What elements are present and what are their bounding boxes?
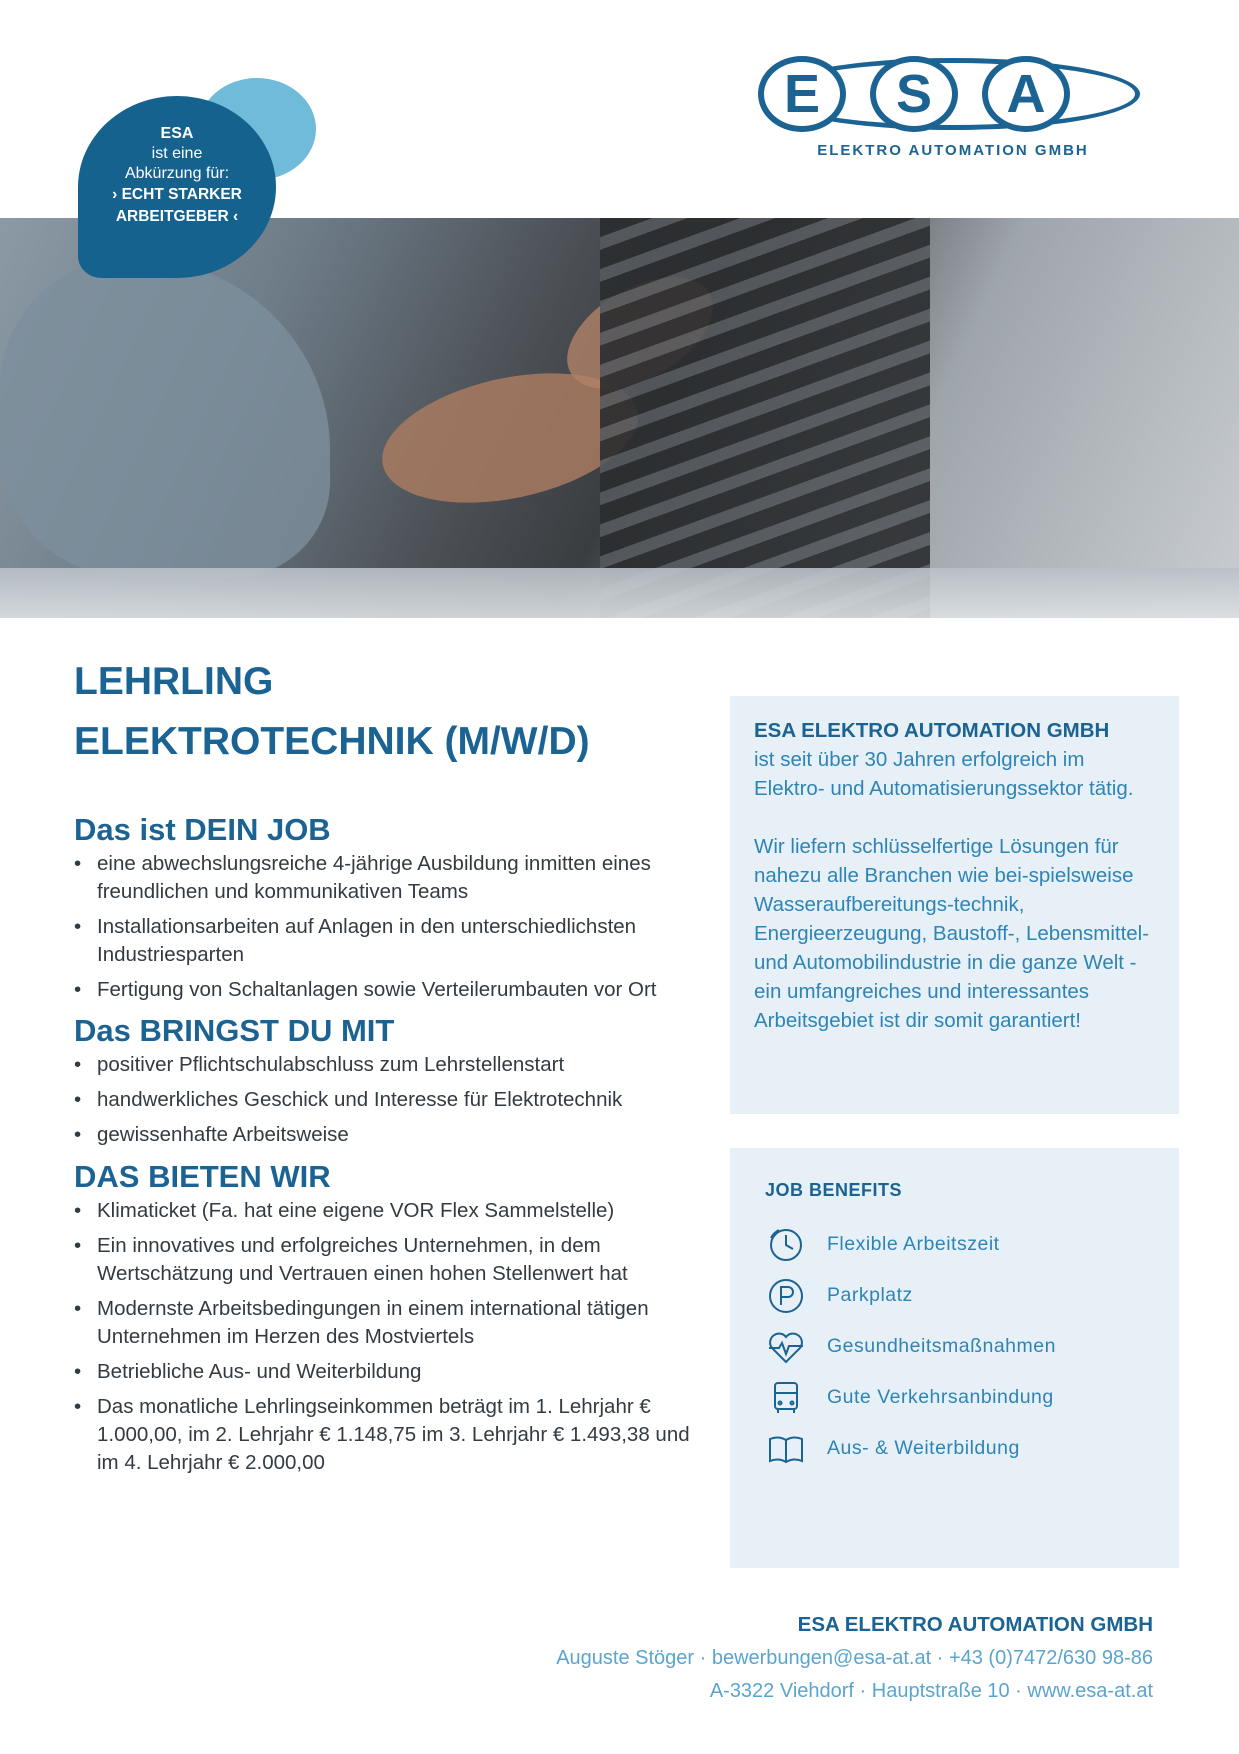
list-item: • Ein innovatives und erfolgreiches Unternehmen, in dem Wertschätzung und Vertrauen einen hohen Stellenwert hat [74,1232,714,1288]
company-info-para-2: Wir liefern schlüsselfertige Lösungen für nahezu alle Branchen wie bei-spielsweise Wasseraufbereitungs-technik, Energieerzeugung, Baustoff-, Lebensmittel- und Automobilindustrie in die ganze Welt - ein umfangreiches und interessantes Arbeitsgebiet ist dir somit garantiert! [754,835,1150,1032]
requirements-list [74,1051,714,1149]
benefit-label: Aus- & Weiterbildung [827,1437,1020,1459]
bubble-line-2: ist eine [151,145,203,162]
benefit-label: Flexible Arbeitszeit [827,1233,1000,1255]
job-title-line-1: LEHRLING [74,660,274,703]
bubble-line-4: › ECHT STARKER [112,186,242,203]
list-item: • gewissenhafte Arbeitsweise [74,1121,714,1149]
footer-company: ESA ELEKTRO AUTOMATION GMBH [797,1613,1153,1636]
job-list [74,850,714,1004]
bus-icon [765,1377,807,1419]
job-benefits-box [730,1148,1179,1568]
logo-subtitle: ELEKTRO AUTOMATION GMBH [817,142,1089,159]
benefit-item [765,1372,1144,1423]
list-item: • Installationsarbeiten auf Anlagen in den unterschiedlichsten Industriesparten [74,913,714,969]
book-icon [765,1428,807,1470]
speech-bubble [78,96,276,278]
list-item: • handwerkliches Geschick und Interesse für Elektrotechnik [74,1086,714,1114]
clock-icon [765,1224,807,1266]
heart-pulse-icon [765,1326,807,1368]
company-info-para-1: ist seit über 30 Jahren erfolgreich im Elektro- und Automatisierungssektor tätig. [754,748,1134,800]
parking-icon [765,1275,807,1317]
benefit-item [765,1219,1144,1270]
list-item: • Modernste Arbeitsbedingungen in einem international tätigen Unternehmen im Herzen des Mostviertels [74,1295,714,1351]
footer-contact-line[interactable]: Auguste Stöger · bewerbungen@esa-at.at · +43 (0)7472/630 98-86 [556,1647,1153,1669]
benefit-label: Gesundheitsmaßnahmen [827,1335,1056,1357]
benefit-item [765,1321,1144,1372]
offer-list [74,1197,714,1477]
bubble-line-1: ESA [160,125,194,142]
footer-address[interactable]: A-3322 Viehdorf · Hauptstraße 10 · www.esa-at.at [709,1680,1153,1702]
benefit-item [765,1423,1144,1474]
section-heading-offer: DAS BIETEN WIR [74,1159,331,1194]
bubble-line-5: ARBEITGEBER ‹ [115,208,239,225]
hero-terminal-panel [600,218,930,618]
list-item: • Betriebliche Aus- und Weiterbildung [74,1358,714,1386]
logo-letter-s: S [870,56,958,132]
footer-contact [556,1608,1153,1708]
company-info-box [730,696,1179,1114]
company-info-heading: ESA ELEKTRO AUTOMATION GMBH [754,719,1110,742]
benefit-label: Gute Verkehrsanbindung [827,1386,1054,1408]
job-description [74,652,714,1484]
logo-letter-a: A [982,56,1070,132]
section-heading-job: Das ist DEIN JOB [74,812,331,847]
company-logo [758,50,1148,159]
bubble-line-3: Abkürzung für: [124,165,230,182]
section-heading-requirements: Das BRINGST DU MIT [74,1013,395,1048]
job-title [74,652,714,772]
benefit-label: Parkplatz [827,1284,913,1306]
benefits-heading: JOB BENEFITS [765,1180,903,1200]
benefit-item [765,1270,1144,1321]
job-title-line-2: ELEKTROTECHNIK (M/W/D) [74,720,590,763]
logo-letter-e: E [758,56,846,132]
list-item: • Das monatliche Lehrlingseinkommen beträgt im 1. Lehrjahr € 1.000,00, im 2. Lehrjahr € 1.148,75 im 3. Lehrjahr € 1.493,38 und im 4. Lehrjahr € 2.000,00 [74,1393,714,1477]
list-item: • positiver Pflichtschulabschluss zum Lehrstellenstart [74,1051,714,1079]
list-item: • eine abwechslungsreiche 4-jährige Ausbildung inmitten eines freundlichen und kommunikativen Teams [74,850,714,906]
hero-worker-shape [0,258,330,578]
hero-rail [0,568,1239,618]
hero-image [0,218,1239,618]
list-item: • Klimaticket (Fa. hat eine eigene VOR Flex Sammelstelle) [74,1197,714,1225]
list-item: • Fertigung von Schaltanlagen sowie Verteilerumbauten vor Ort [74,976,714,1004]
